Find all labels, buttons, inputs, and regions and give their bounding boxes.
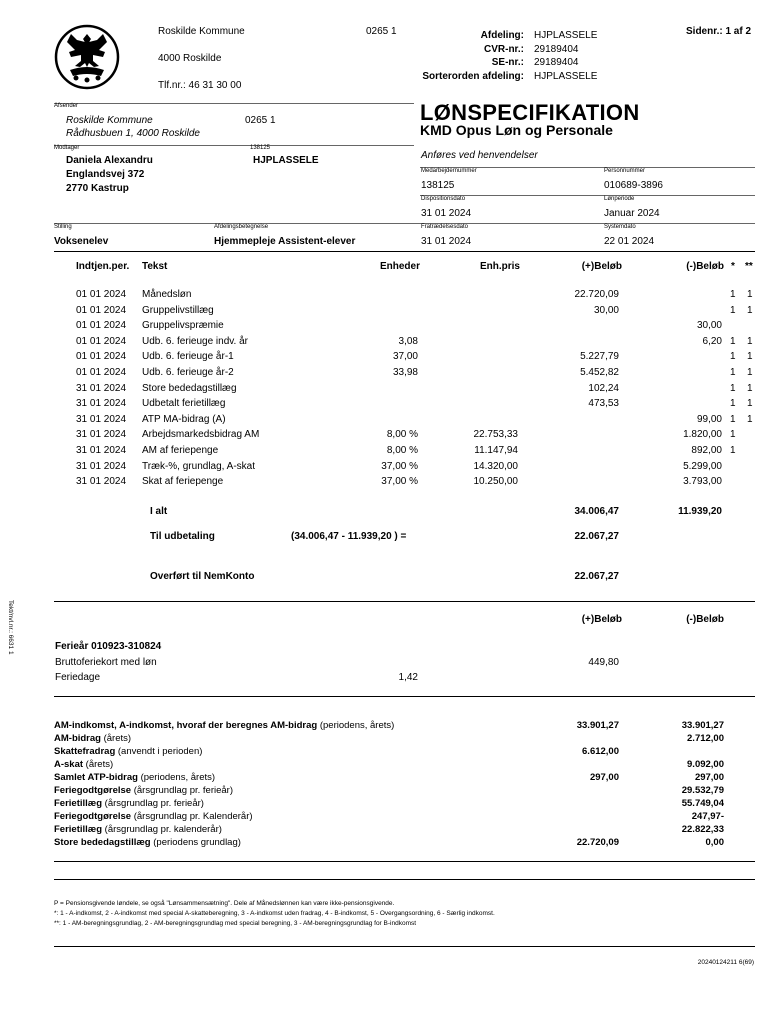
- summary-row: [0, 798, 768, 811]
- summary-label-bold: AM-bidrag: [54, 733, 101, 744]
- pay-row-star: 1: [730, 289, 736, 300]
- pay-row: [0, 320, 768, 335]
- summary-row: [0, 785, 768, 798]
- pay-row-star: 1: [730, 382, 736, 394]
- summary-period-value: 297,00: [589, 772, 619, 783]
- pay-row-text: Arbejdsmarkedsbidrag AM: [142, 429, 260, 441]
- pay-row: [0, 414, 768, 429]
- pay-row-plus: 5.452,82: [580, 367, 619, 378]
- pay-row-text: Udbetalt ferietillæg: [142, 398, 226, 410]
- summary-year-value: 29.532,79: [681, 785, 724, 796]
- gross-holiday-value: 449,80: [588, 657, 619, 668]
- recipient-name: Daniela Alexandru: [66, 155, 153, 166]
- summary-row: [0, 759, 768, 772]
- pay-row: [0, 289, 768, 304]
- position-value: Voksenelev: [54, 236, 109, 247]
- payout-label: Til udbetaling: [150, 531, 215, 542]
- pay-row-date: 31 01 2024: [76, 413, 127, 425]
- summary-year-value: 2.712,00: [687, 733, 724, 744]
- summary-row: [0, 733, 768, 746]
- pay-row-star: 1: [730, 429, 736, 441]
- summary-label: [54, 824, 222, 835]
- pay-row-plus: 473,53: [588, 398, 619, 410]
- disposition-date-label: Dispositionsdato: [421, 196, 466, 202]
- pay-row-date: 01 01 2024: [76, 367, 127, 378]
- summary-label: [54, 837, 241, 848]
- summary-year-value: 297,00: [694, 772, 724, 783]
- summary-year-value: 9.092,00: [687, 759, 724, 770]
- pay-row-plus: 102,24: [588, 382, 619, 394]
- summary-label-note: (anvendt i perioden): [115, 746, 203, 757]
- summary-label-bold: Feriegodtgørelse: [54, 811, 132, 822]
- system-date: 22 01 2024: [604, 236, 655, 247]
- gross-holiday-label: Bruttoferiekort med løn: [55, 657, 157, 668]
- pay-row-unit-price: 11.147,94: [474, 445, 518, 456]
- summary-period-value: 22.720,09: [576, 837, 619, 848]
- disposition-date: 31 01 2024: [421, 208, 472, 219]
- summary-row: [0, 746, 768, 759]
- pay-row-date: 31 01 2024: [76, 382, 127, 394]
- pay-row-text: Udb. 6. ferieuge år-2: [142, 367, 234, 378]
- summary-label-note: (årsgrundlag pr. ferieår): [131, 785, 233, 796]
- total-minus: 11.939,20: [678, 506, 722, 517]
- total-label: I alt: [150, 506, 168, 517]
- pay-row-double-star: 1: [747, 289, 753, 300]
- pay-row-double-star: 1: [747, 382, 753, 394]
- footnote-am-basis: **: 1 - AM-beregningsgrundlag, 2 - AM-beregningsgrundlag med special beregning, 3 - AM-beregningsgrundlag for B-indkomst: [54, 920, 417, 927]
- pay-row-star: 1: [730, 398, 736, 410]
- side-code: Tekt/nvl.nr.: 6631 1: [7, 600, 14, 655]
- summary-label: [54, 798, 204, 809]
- pay-row-text: Gruppelivspræmie: [142, 320, 224, 332]
- summary-year-value: 33.901,27: [681, 720, 724, 731]
- employee-number-label: Medarbejdernummer: [421, 168, 477, 174]
- cvr-value: 29189404: [534, 44, 579, 55]
- summary-period-value: 33.901,27: [576, 720, 619, 731]
- pay-row-minus: 30,00: [696, 320, 722, 332]
- se-value: 29189404: [534, 57, 579, 68]
- pay-row-unit-price: 10.250,00: [473, 476, 518, 488]
- summary-label-bold: Ferietillæg: [54, 824, 103, 835]
- pay-row: [0, 351, 768, 366]
- pay-row-date: 31 01 2024: [76, 460, 127, 472]
- summary-label-bold: Store bededagstillæg: [54, 837, 151, 848]
- col-units: Enheder: [379, 261, 420, 272]
- pay-row-date: 31 01 2024: [76, 429, 127, 441]
- pay-row-text: AM af feriepenge: [142, 445, 219, 456]
- summary-label-bold: Feriegodtgørelse: [54, 785, 132, 796]
- holiday-col-minus: (-)Beløb: [686, 614, 724, 625]
- col-period: Indtjen.per.: [76, 261, 130, 272]
- pay-row-date: 31 01 2024: [76, 445, 127, 456]
- pay-row-date: 31 01 2024: [76, 476, 127, 488]
- summary-label: [54, 759, 113, 770]
- cpr-label: Personnummer: [604, 168, 646, 174]
- summary-year-value: 0,00: [705, 837, 724, 848]
- pay-row-date: 01 01 2024: [76, 320, 127, 332]
- summary-label-note: (periodens, årets): [317, 720, 395, 731]
- pay-row-units: 8,00 %: [386, 445, 418, 456]
- payout-amount: 22.067,27: [574, 531, 619, 542]
- pay-row: [0, 461, 768, 476]
- org-name: Roskilde Kommune: [158, 26, 245, 37]
- pay-row-star: 1: [730, 413, 736, 425]
- col-plus-amount: (+)Beløb: [581, 261, 622, 272]
- pay-row-minus: 3.793,00: [683, 476, 722, 488]
- pay-row-double-star: 1: [747, 413, 753, 425]
- pay-row-star: 1: [730, 445, 736, 456]
- afdeling-value: HJPLASSELE: [534, 30, 598, 41]
- pay-row-text: Store bededagstillæg: [142, 382, 237, 394]
- cvr-label: CVR-nr.:: [484, 44, 524, 55]
- pay-row-double-star: 1: [747, 398, 753, 410]
- summary-row: [0, 772, 768, 785]
- pay-row: [0, 476, 768, 491]
- pay-period: Januar 2024: [604, 208, 660, 219]
- se-label: SE-nr.:: [491, 57, 524, 68]
- pay-row: [0, 398, 768, 413]
- cpr-number: 010689-3896: [604, 180, 663, 191]
- pay-row-text: Gruppelivstillæg: [142, 304, 214, 316]
- pay-row-plus: 5.227,79: [580, 351, 619, 363]
- col-double-star: **: [745, 261, 753, 272]
- pay-row-text: Månedsløn: [142, 289, 192, 300]
- document-subtitle: KMD Opus Løn og Personale: [420, 122, 613, 138]
- pay-row-date: 01 01 2024: [76, 289, 127, 300]
- sort-label: Sorterorden afdeling:: [422, 71, 524, 82]
- reference-note: Anføres ved henvendelser: [421, 150, 538, 161]
- summary-row: [0, 824, 768, 837]
- pay-row-plus: 22.720,09: [574, 289, 619, 300]
- pay-row: [0, 367, 768, 382]
- col-text: Tekst: [142, 261, 168, 272]
- summary-label-note: (periodens grundlag): [150, 837, 241, 848]
- pay-row-text: Træk-%, grundlag, A-skat: [142, 460, 256, 472]
- recipient-id: 138125: [250, 145, 271, 151]
- pay-row-date: 01 01 2024: [76, 351, 127, 363]
- summary-label-note: (periodens, årets): [137, 772, 216, 783]
- pay-row-plus: 30,00: [593, 304, 619, 316]
- pay-row-units: 37,00 %: [381, 476, 418, 488]
- department-label: Afdelingsbetegnelse: [214, 224, 269, 230]
- footnote-income-type: *: 1 - A-indkomst, 2 - A-indkomst med special A-skatteberegning, 3 - A-indkomst uden fradrag, 4 - B-indkomst, 5 - Overgangsordning, 6 - Særlig indkomst.: [54, 910, 495, 917]
- afdeling-label: Afdeling:: [480, 30, 524, 41]
- recipient-dept: HJPLASSELE: [253, 155, 319, 166]
- summary-label: [54, 746, 202, 757]
- pay-row: [0, 429, 768, 444]
- document-id: 20240124211 6(69): [697, 959, 754, 966]
- pay-row-units: 8,00 %: [386, 429, 418, 441]
- pay-row-unit-price: 22.753,33: [473, 429, 518, 441]
- pay-row-date: 01 01 2024: [76, 335, 127, 347]
- summary-label: [54, 733, 131, 744]
- summary-row: [0, 720, 768, 733]
- org-city: 4000 Roskilde: [158, 53, 222, 64]
- org-phone: Tlf.nr.: 46 31 30 00: [158, 80, 242, 91]
- pay-row-double-star: 1: [747, 367, 753, 378]
- sender-name: Roskilde Kommune: [66, 115, 153, 126]
- sender-label: Afsender: [54, 103, 79, 109]
- pay-row-star: 1: [730, 367, 736, 378]
- pay-row-star: 1: [730, 351, 736, 363]
- pay-row: [0, 445, 768, 460]
- summary-label-bold: Skattefradrag: [54, 746, 116, 757]
- summary-label-bold: Ferietillæg: [54, 798, 103, 809]
- summary-year-value: 55.749,04: [681, 798, 724, 809]
- sender-address: Rådhusbuen 1, 4000 Roskilde: [66, 128, 200, 139]
- pay-row-text: Udb. 6. ferieuge indv. år: [142, 335, 248, 347]
- pay-row-unit-price: 14.320,00: [473, 460, 518, 472]
- pay-row-star: 1: [730, 304, 736, 316]
- pay-row-minus: 5.299,00: [683, 460, 722, 472]
- summary-label-bold: AM-indkomst, A-indkomst, hvoraf der beregnes AM-bidrag: [54, 720, 318, 731]
- payout-calculation: (34.006,47 - 11.939,20 ) =: [291, 531, 407, 542]
- summary-label: [54, 785, 233, 796]
- summary-label-note: (årsgrundlag pr. ferieår): [102, 798, 204, 809]
- col-star: *: [731, 261, 735, 272]
- position-label: Stilling: [54, 224, 72, 230]
- holiday-col-plus: (+)Beløb: [581, 614, 622, 625]
- summary-label-bold: A-skat: [54, 759, 84, 770]
- holiday-year: Ferieår 010923-310824: [55, 641, 162, 652]
- pay-row: [0, 336, 768, 351]
- summary-row: [0, 811, 768, 824]
- holiday-days-label: Feriedage: [55, 672, 101, 683]
- total-plus: 34.006,47: [574, 506, 619, 517]
- summary-label: [54, 772, 215, 783]
- recipient-city: 2770 Kastrup: [66, 183, 129, 194]
- summary-label-note: (årets): [100, 733, 132, 744]
- org-code: 0265 1: [366, 26, 397, 37]
- pay-row-date: 01 01 2024: [76, 304, 127, 316]
- employee-number: 138125: [421, 180, 455, 191]
- footnote-pension: P = Pensionsgivende løndele, se også "Lønsammensætning". Dele af Månedslønnen kan være ikke-pensionsgivende.: [54, 900, 395, 907]
- pay-row-star: 1: [730, 335, 736, 347]
- department-value: Hjemmepleje Assistent-elever: [214, 236, 356, 247]
- summary-label-note: (årsgrundlag pr. kalenderår): [102, 824, 222, 835]
- pay-period-label: Lønperiode: [604, 196, 635, 202]
- pay-row-units: 37,00: [392, 351, 418, 363]
- pay-row-units: 37,00 %: [381, 460, 418, 472]
- document-title: LØNSPECIFIKATION: [420, 100, 640, 125]
- pay-row-double-star: 1: [747, 304, 753, 316]
- col-minus-amount: (-)Beløb: [686, 261, 724, 272]
- pay-row-units: 3,08: [398, 335, 418, 347]
- pay-row-units: 33,98: [392, 367, 418, 378]
- sender-code: 0265 1: [245, 115, 276, 126]
- col-unit-price: Enh.pris: [479, 261, 520, 272]
- pay-row-text: Udb. 6. ferieuge år-1: [142, 351, 234, 363]
- pay-row-double-star: 1: [747, 351, 753, 363]
- resignation-date-label: Fratrædelsesdato: [421, 224, 469, 230]
- summary-row: [0, 837, 768, 850]
- page-number: Sidenr.: 1 af 2: [686, 26, 752, 37]
- pay-row-text: Skat af feriepenge: [142, 476, 224, 488]
- pay-row: [0, 383, 768, 398]
- pay-row-minus: 6,20: [702, 335, 722, 347]
- pay-row-date: 31 01 2024: [76, 398, 127, 410]
- summary-label: [54, 720, 394, 731]
- summary-label-note: (årets): [83, 759, 114, 770]
- system-date-label: Systemdato: [604, 224, 636, 230]
- summary-label-note: (årsgrundlag pr. Kalenderår): [131, 811, 253, 822]
- summary-year-value: 22.822,33: [681, 824, 724, 835]
- pay-row: [0, 305, 768, 320]
- nemkonto-label: Overført til NemKonto: [150, 571, 255, 582]
- sort-value: HJPLASSELE: [534, 71, 598, 82]
- recipient-street: Englandsvej 372: [66, 169, 145, 180]
- municipality-logo: [54, 24, 120, 90]
- summary-year-value: 247,97-: [691, 811, 724, 822]
- pay-row-text: ATP MA-bidrag (A): [142, 413, 226, 425]
- pay-row-minus: 1.820,00: [683, 429, 722, 441]
- pay-row-double-star: 1: [747, 335, 753, 347]
- pay-row-minus: 99,00: [696, 413, 722, 425]
- pay-row-minus: 892,00: [691, 445, 722, 456]
- summary-label: [54, 811, 253, 822]
- summary-period-value: 6.612,00: [582, 746, 619, 757]
- recipient-label: Modtager: [54, 145, 80, 151]
- resignation-date: 31 01 2024: [421, 236, 472, 247]
- holiday-days-value: 1,42: [398, 672, 418, 683]
- summary-label-bold: Samlet ATP-bidrag: [54, 772, 138, 783]
- nemkonto-amount: 22.067,27: [574, 571, 619, 582]
